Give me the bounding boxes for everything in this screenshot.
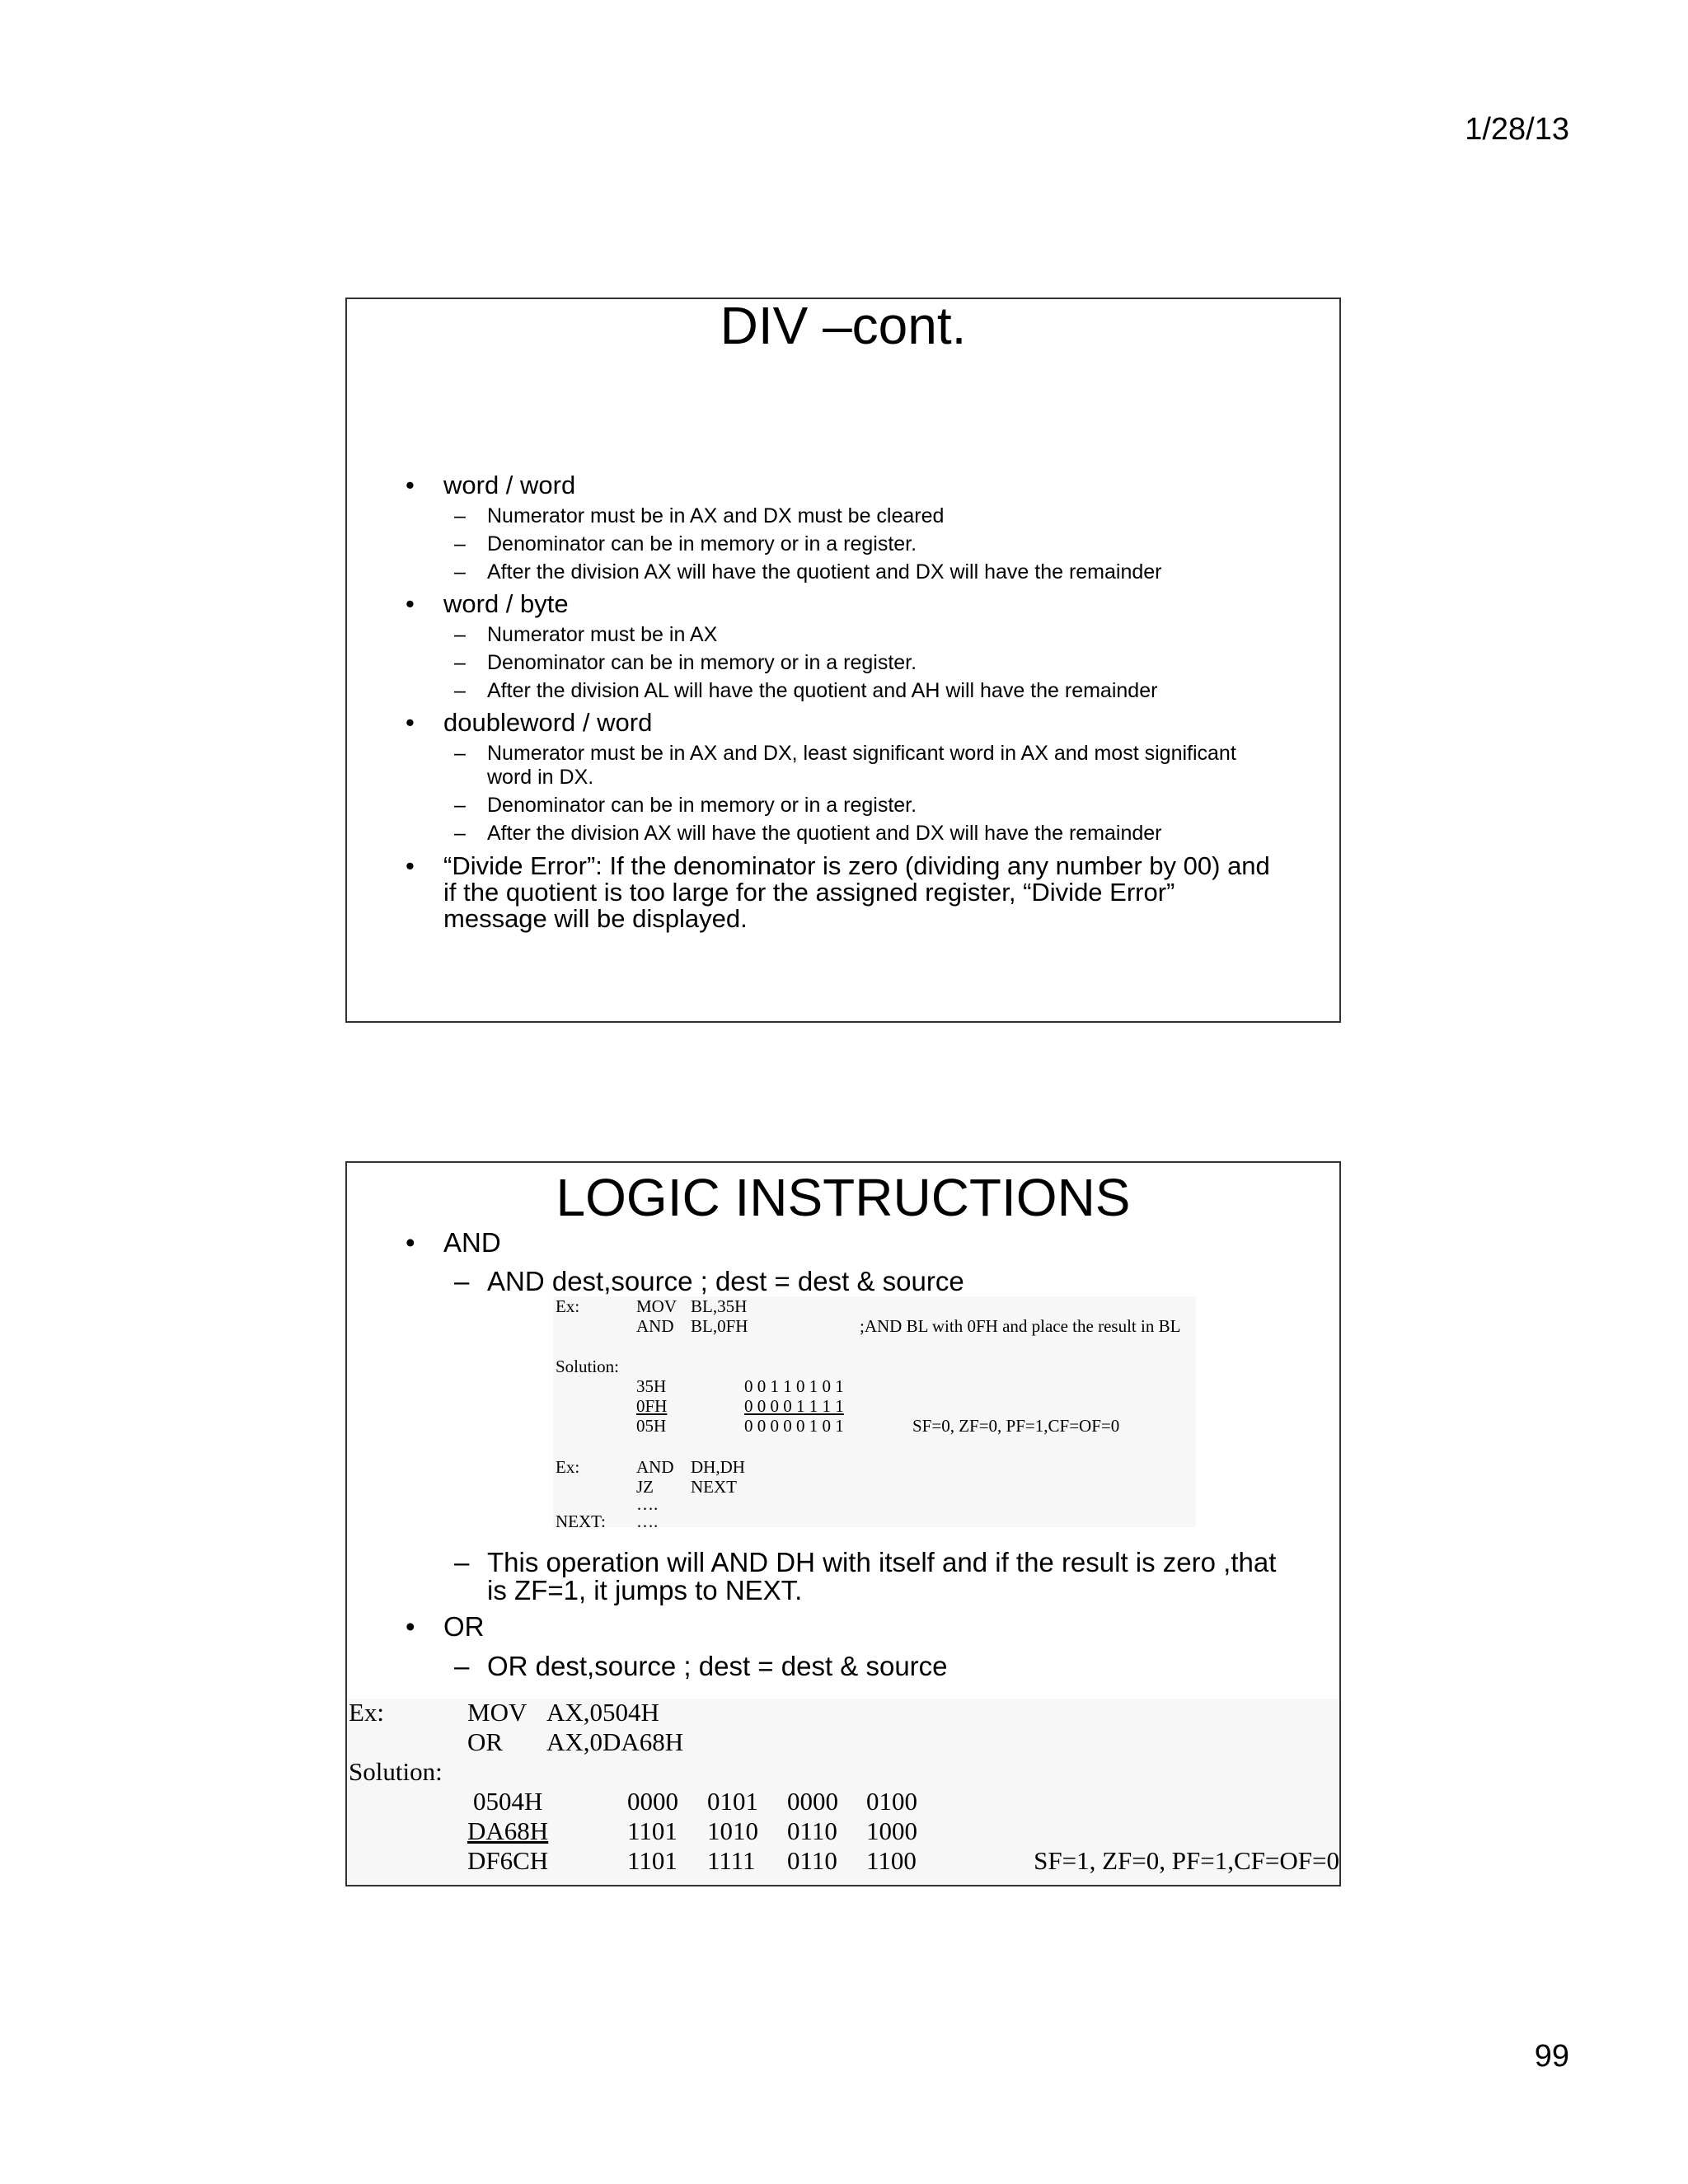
slide-title: DIV –cont. — [720, 296, 967, 355]
sub-bullet-and-syntax: – AND dest,source ; dest = dest & source — [454, 1266, 964, 1296]
sub-bullet: – After the division AL will have the quotient and AH will have the remainder — [454, 679, 1158, 702]
hex-value: 0FH — [636, 1396, 668, 1416]
bullet-item: • doubleword / word — [406, 708, 653, 737]
ex-label: Ex: — [556, 1457, 580, 1477]
slide-logic-instructions — [345, 1161, 1341, 1886]
hex-value: DF6CH — [467, 1846, 549, 1875]
binary-value: 0 0 0 0 1 1 1 1 — [744, 1396, 844, 1416]
sub-bullet: – After the division AX will have the quotient and DX will have the remainder — [454, 560, 1162, 583]
asm-mnemonic: JZ — [636, 1477, 654, 1497]
solution-label: Solution: — [556, 1357, 620, 1376]
sub-bullet: – Denominator can be in memory or in a register. — [454, 794, 917, 817]
flags-result: SF=0, ZF=0, PF=1,CF=OF=0 — [912, 1416, 1120, 1436]
asm-mnemonic: OR — [467, 1727, 504, 1756]
binary-value: 0 0 0 0 0 1 0 1 — [744, 1416, 844, 1436]
flags-result: SF=1, ZF=0, PF=1,CF=OF=0 — [1034, 1846, 1339, 1875]
slide-div-cont — [345, 298, 1341, 1023]
ellipsis: …. — [636, 1494, 659, 1514]
header-date: 1/28/13 — [1465, 112, 1569, 147]
ex-label: Ex: — [556, 1296, 580, 1316]
sub-bullet: – Numerator must be in AX — [454, 623, 718, 646]
ellipsis: …. — [636, 1511, 659, 1531]
binary-nibble: 0000 — [787, 1787, 838, 1816]
binary-nibble: 1010 — [707, 1816, 758, 1845]
binary-nibble: 1101 — [627, 1816, 678, 1845]
bullet-continuation: if the quotient is too large for the assigned register, “Divide Error” — [443, 878, 1175, 907]
asm-operand: BL,0FH — [691, 1316, 748, 1336]
label-next: NEXT: — [556, 1511, 606, 1531]
bullet-and: • AND — [406, 1227, 501, 1258]
hex-value: 35H — [636, 1376, 667, 1396]
solution-label: Solution: — [349, 1757, 443, 1786]
asm-comment: ;AND BL with 0FH and place the result in BL — [860, 1316, 1181, 1336]
asm-mnemonic: AND — [636, 1457, 674, 1477]
asm-mnemonic: MOV — [636, 1296, 678, 1316]
binary-nibble: 0000 — [627, 1787, 678, 1816]
sub-bullet-and-note: – This operation will AND DH with itself and if the result is zero ,that — [454, 1547, 1277, 1577]
hex-value: 0504H — [473, 1787, 543, 1816]
asm-operand: DH,DH — [691, 1457, 745, 1477]
bullet-or: • OR — [406, 1611, 485, 1642]
asm-operand: BL,35H — [691, 1296, 748, 1316]
sub-bullet: – Denominator can be in memory or in a register. — [454, 651, 917, 674]
asm-operand: AX,0504H — [546, 1698, 659, 1727]
binary-nibble: 0110 — [787, 1816, 837, 1845]
binary-nibble: 0100 — [866, 1787, 917, 1816]
page-number: 99 — [1534, 2039, 1569, 2074]
sub-bullet-or-syntax: – OR dest,source ; dest = dest & source — [454, 1651, 948, 1681]
binary-nibble: 1000 — [866, 1816, 917, 1845]
bullet-item: • word / byte — [406, 589, 569, 618]
hex-value: 05H — [636, 1416, 667, 1436]
and-example-block — [553, 1296, 1196, 1531]
bullet-continuation: message will be displayed. — [443, 904, 748, 933]
asm-operand: AX,0DA68H — [546, 1727, 684, 1756]
asm-operand: NEXT — [691, 1477, 737, 1497]
bullet-item: • “Divide Error”: If the denominator is zero (dividing any number by 00) and — [406, 851, 1270, 880]
hex-value: DA68H — [467, 1816, 549, 1845]
slide-title: LOGIC INSTRUCTIONS — [556, 1168, 1131, 1227]
sub-bullet-continuation: word in DX. — [487, 766, 594, 789]
binary-nibble: 1100 — [866, 1846, 917, 1875]
binary-nibble: 0101 — [707, 1787, 758, 1816]
binary-value: 0 0 1 1 0 1 0 1 — [744, 1376, 844, 1396]
sub-bullet: – After the division AX will have the quotient and DX will have the remainder — [454, 822, 1162, 845]
sub-bullet-continuation: is ZF=1, it jumps to NEXT. — [487, 1575, 803, 1605]
ex-label: Ex: — [349, 1698, 385, 1727]
asm-mnemonic: MOV — [467, 1698, 528, 1727]
sub-bullet: – Numerator must be in AX and DX, least significant word in AX and most significant — [454, 742, 1236, 765]
sub-bullet: – Numerator must be in AX and DX must be cleared — [454, 504, 945, 527]
sub-bullet: – Denominator can be in memory or in a register. — [454, 532, 917, 555]
asm-mnemonic: AND — [636, 1316, 674, 1336]
binary-nibble: 1101 — [627, 1846, 678, 1875]
binary-nibble: 1111 — [707, 1846, 756, 1875]
or-example-block — [347, 1699, 1341, 1886]
binary-nibble: 0110 — [787, 1846, 837, 1875]
bullet-item: • word / word — [406, 471, 576, 499]
